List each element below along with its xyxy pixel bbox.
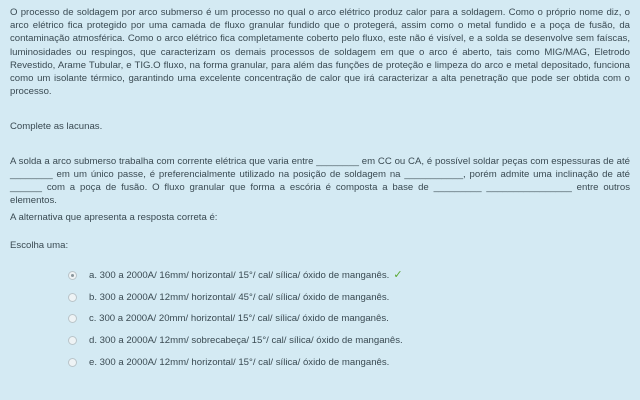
answer-label-d[interactable]: d. 300 a 2000A/ 12mm/ sobrecabeça/ 15°/ cal/ sílica/ óxido de manganês. bbox=[89, 334, 403, 346]
answer-list bbox=[68, 265, 630, 373]
answer-label-a[interactable]: a. 300 a 2000A/ 16mm/ horizontal/ 15°/ cal/ sílica/ óxido de manganês. bbox=[89, 270, 390, 282]
answer-label-e[interactable]: e. 300 a 2000A/ 12mm/ horizontal/ 15°/ cal/ sílica/ óxido de manganês. bbox=[89, 356, 390, 368]
question-prompt: A alternativa que apresenta a resposta correta é: bbox=[10, 212, 218, 224]
choose-label: Escolha uma: bbox=[10, 239, 69, 251]
check-icon: ✓ bbox=[393, 269, 403, 282]
radio-button-d[interactable] bbox=[68, 336, 77, 345]
radio-button-e[interactable] bbox=[68, 358, 77, 367]
answer-label-b[interactable]: b. 300 a 2000A/ 12mm/ horizontal/ 45°/ cal/ sílica/ óxido de manganês. bbox=[89, 291, 390, 303]
radio-button-a[interactable] bbox=[68, 271, 77, 280]
fill-in-text: A solda a arco submerso trabalha com corrente elétrica que varia entre ________ em CC ou CA, é possível soldar peças com espessuras de até ________ em um único passe, é preferencialmente utilizado na posição de soldagem na ___________, porém admite uma inclinação de até ______ com a poça de fusão. O fluxo granular que forma a escória é composta a base de _________ ________________ entre outros elementos. bbox=[10, 155, 630, 207]
answer-option-a[interactable] bbox=[68, 265, 630, 287]
radio-button-c[interactable] bbox=[68, 314, 77, 323]
radio-button-b[interactable] bbox=[68, 293, 77, 302]
answer-label-c[interactable]: c. 300 a 2000A/ 20mm/ horizontal/ 15°/ cal/ sílica/ óxido de manganês. bbox=[89, 313, 389, 325]
question-instruction: Complete as lacunas. bbox=[10, 121, 103, 133]
answer-option-c[interactable] bbox=[68, 308, 630, 330]
answer-option-d[interactable] bbox=[68, 330, 630, 352]
question-intro: O processo de soldagem por arco submerso é um processo no qual o arco elétrico produz calor para a soldagem. Como o próprio nome diz, o arco elétrico fica protegido por uma camada de fluxo granular fundido que o protegerá, assim como o metal fundido e a poça de fusão, da contaminação atmosférica. Como o arco elétrico fica completamente coberto pelo fluxo, este não é visível, e a solda se desenvolve sem faíscas, luminosidades ou respingos, que caracterizam os demais processos de soldagem em que o arco é aberto, tais como MIG/MAG, Eletrodo Revestido, Arame Tubular, e TIG.O fluxo, na forma granular, para além das funções de proteção e limpeza do arco e metal depositado, funciona como um isolante térmico, garantindo uma excelente concentração de calor que irá caracterizar a alta penetração que pode ser obtida com o processo. bbox=[10, 7, 630, 98]
answer-option-e[interactable] bbox=[68, 351, 630, 373]
answer-option-b[interactable] bbox=[68, 286, 630, 308]
